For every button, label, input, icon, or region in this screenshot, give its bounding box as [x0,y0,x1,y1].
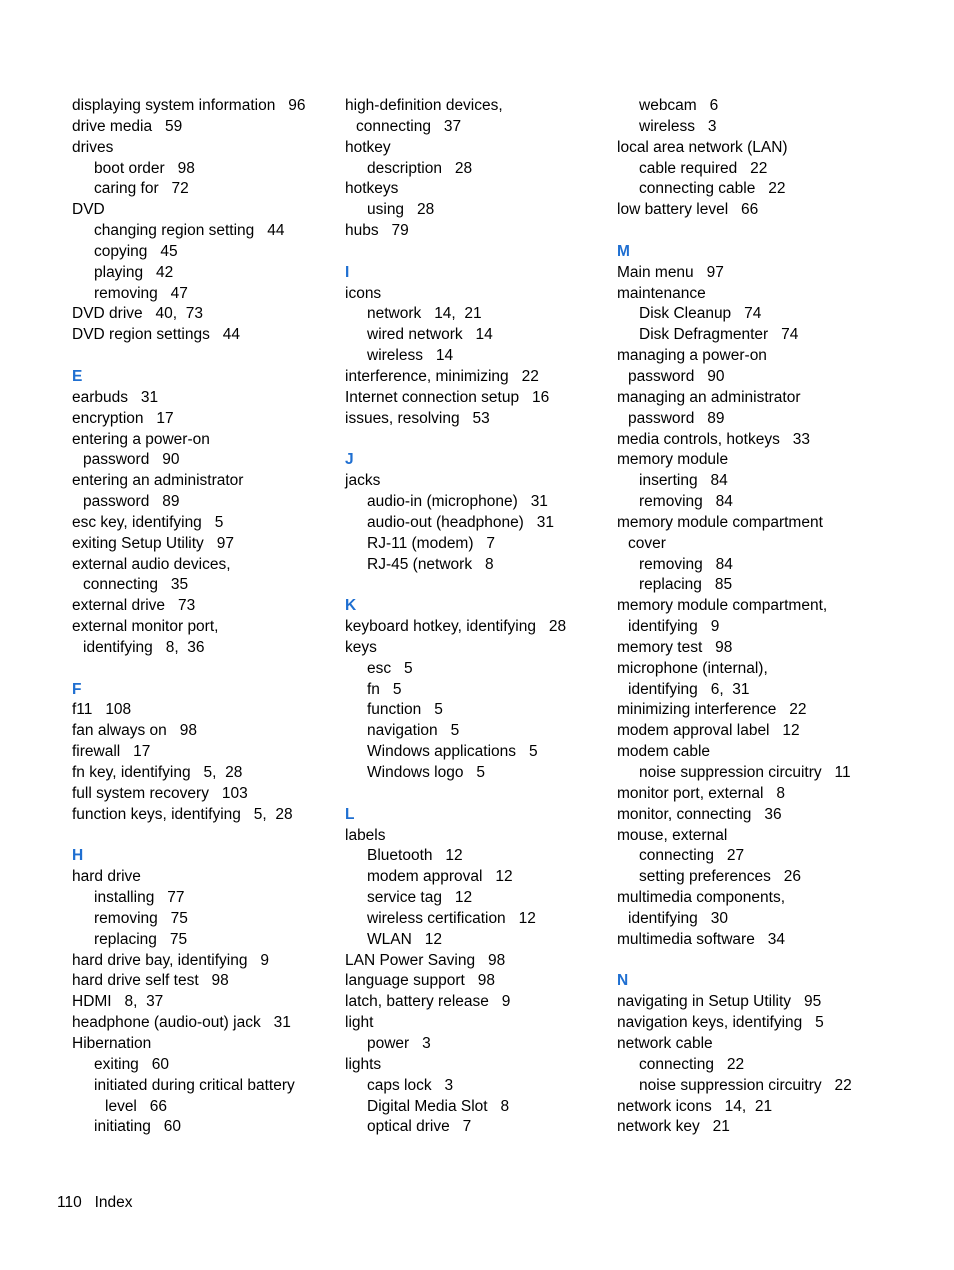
index-entry: encryption 17 [72,409,174,427]
index-subentry: wireless 3 [639,117,717,135]
section-letter-heading: M [617,242,630,260]
index-entry: keyboard hotkey, identifying 28 [345,618,567,636]
index-entry: network key 21 [617,1118,730,1136]
section-letter-heading: E [72,367,83,385]
index-entry: multimedia software 34 [617,930,785,948]
index-subentry: identifying 9 [628,618,720,636]
index-entry: displaying system information 96 [72,97,306,114]
index-entry: issues, resolving 53 [345,409,490,427]
index-entry: DVD region settings 44 [72,326,241,344]
index-entry: maintenance [617,284,706,302]
index-column-1 [72,96,332,1138]
index-entry: memory module [617,451,729,469]
index-entry: external drive 73 [72,597,196,615]
index-subentry: Disk Cleanup 74 [639,305,762,323]
index-entry: entering an administrator [72,472,244,490]
index-entry: memory module compartment, [617,597,828,615]
index-subentry: initiated during critical battery [94,1076,295,1094]
index-subentry: cover [628,534,666,552]
index-entry: HDMI 8, 37 [72,993,164,1011]
index-subentry: level 66 [105,1097,168,1115]
section-gap [617,221,947,242]
index-subentry: changing region setting 44 [94,222,285,240]
section-letter-heading: L [345,805,355,823]
index-subentry: password 89 [83,493,180,511]
index-subentry: modem approval 12 [367,868,513,886]
index-entry: high-definition devices, [345,97,503,114]
index-entry: keys [345,638,377,656]
index-subentry: audio-out (headphone) 31 [367,513,555,531]
index-subentry: using 28 [367,201,435,219]
index-subentry: removing 47 [94,284,188,302]
index-entry: hubs 79 [345,222,409,240]
section-gap [345,430,605,451]
index-entry: monitor, connecting 36 [617,805,782,823]
index-subentry: removing 75 [94,909,188,927]
section-letter-heading: F [72,680,82,698]
section-gap [72,659,332,680]
index-column-3 [617,96,947,1138]
index-subentry: WLAN 12 [367,930,442,948]
index-entry: lights [345,1055,382,1073]
index-entry: drives [72,138,114,156]
index-subentry: removing 84 [639,493,733,511]
index-entry: labels [345,826,386,844]
index-entry: multimedia components, [617,889,785,907]
index-entry: navigating in Setup Utility 95 [617,993,822,1011]
section-letter-heading: K [345,597,357,615]
index-subentry: installing 77 [94,889,185,907]
index-subentry: cable required 22 [639,159,768,177]
index-subentry: caring for 72 [94,180,189,198]
index-entry: headphone (audio-out) jack 31 [72,1014,291,1032]
index-subentry: initiating 60 [94,1118,182,1136]
index-entry: esc key, identifying 5 [72,513,224,531]
index-entry: hotkeys [345,180,399,198]
index-subentry: caps lock 3 [367,1076,454,1094]
index-entry: LAN Power Saving 98 [345,951,506,969]
index-subentry: RJ-45 (network 8 [367,555,494,573]
index-entry: modem cable [617,743,711,761]
index-entry: fan always on 98 [72,722,197,740]
index-subentry: RJ-11 (modem) 7 [367,534,496,552]
index-entry: light [345,1014,374,1032]
index-entry: latch, battery release 9 [345,993,511,1011]
index-entry: exiting Setup Utility 97 [72,534,234,552]
index-subentry: identifying 30 [628,909,728,927]
index-subentry: boot order 98 [94,159,195,177]
index-subentry: playing 42 [94,263,174,281]
index-subentry: optical drive 7 [367,1118,472,1136]
index-entry: language support 98 [345,972,495,990]
index-subentry: network 14, 21 [367,305,482,323]
index-entry: firewall 17 [72,743,151,761]
section-gap [345,784,605,805]
index-entry: hard drive bay, identifying 9 [72,951,270,969]
index-entry: navigation keys, identifying 5 [617,1014,824,1032]
index-subentry: audio-in (microphone) 31 [367,493,548,511]
index-subentry: fn 5 [367,680,402,698]
section-letter-heading: I [345,263,350,281]
index-subentry: replacing 85 [639,576,733,594]
index-subentry: description 28 [367,159,473,177]
index-entry: function keys, identifying 5, 28 [72,805,293,823]
index-subentry: identifying 8, 36 [83,638,205,656]
index-subentry: wireless 14 [367,347,454,365]
index-entry: DVD drive 40, 73 [72,305,203,323]
index-entry: low battery level 66 [617,201,759,219]
section-gap [72,346,332,367]
index-subentry: webcam 6 [639,97,719,114]
index-entry: monitor port, external 8 [617,784,785,802]
index-subentry: service tag 12 [367,889,473,907]
index-entry: f11 108 [72,701,132,719]
index-entry: network cable [617,1034,713,1052]
index-subentry: connecting 35 [83,576,189,594]
index-entry: full system recovery 103 [72,784,248,802]
index-entry: drive media 59 [72,117,183,135]
index-subentry: wireless certification 12 [367,909,536,927]
index-subentry: navigation 5 [367,722,460,740]
index-subentry: power 3 [367,1034,431,1052]
index-entry: Internet connection setup 16 [345,388,550,406]
section-gap [345,242,605,263]
index-entry: external audio devices, [72,555,231,573]
section-letter-heading: H [72,847,84,865]
index-entry: modem approval label 12 [617,722,800,740]
index-subentry: password 90 [83,451,180,469]
index-subentry: connecting 22 [639,1055,745,1073]
index-entry: entering a power-on [72,430,210,448]
index-entry: jacks [345,472,381,490]
index-subentry: connecting cable 22 [639,180,786,198]
index-subentry: noise suppression circuitry 22 [639,1076,852,1094]
index-entry: local area network (LAN) [617,138,788,156]
index-entry: network icons 14, 21 [617,1097,773,1115]
index-entry: minimizing interference 22 [617,701,807,719]
index-entry: Hibernation [72,1034,152,1052]
index-subentry: replacing 75 [94,930,188,948]
section-gap [345,575,605,596]
index-subentry: password 90 [628,367,725,385]
index-subentry: function 5 [367,701,443,719]
index-subentry: inserting 84 [639,472,728,490]
index-subentry: Digital Media Slot 8 [367,1097,510,1115]
index-entry: DVD [72,201,105,219]
index-subentry: Disk Defragmenter 74 [639,326,799,344]
index-entry: managing a power-on [617,347,767,365]
index-subentry: wired network 14 [367,326,493,344]
index-entry: hard drive [72,868,141,886]
index-entry: hotkey [345,138,391,156]
index-entry: hard drive self test 98 [72,972,229,990]
index-subentry: noise suppression circuitry 11 [639,764,851,781]
index-entry: icons [345,284,382,302]
index-subentry: Windows logo 5 [367,764,486,781]
index-entry: fn key, identifying 5, 28 [72,764,243,781]
section-letter-heading: N [617,972,629,990]
index-entry: external monitor port, [72,618,219,636]
section-gap [617,951,947,972]
index-entry: managing an administrator [617,388,801,406]
index-subentry: connecting 37 [356,117,462,135]
index-entry: earbuds 31 [72,388,159,406]
index-subentry: setting preferences 26 [639,868,801,886]
index-entry: Main menu 97 [617,263,724,281]
index-entry: mouse, external [617,826,728,844]
index-subentry: Bluetooth 12 [367,847,463,865]
index-entry: interference, minimizing 22 [345,367,539,385]
index-subentry: esc 5 [367,659,413,677]
page-footer: 110 Index [57,1194,133,1211]
index-subentry: removing 84 [639,555,733,573]
index-entry: media controls, hotkeys 33 [617,430,810,448]
index-subentry: connecting 27 [639,847,745,865]
section-gap [72,826,332,847]
index-subentry: password 89 [628,409,725,427]
section-letter-heading: J [345,451,354,469]
index-subentry: Windows applications 5 [367,743,538,761]
index-entry: memory module compartment [617,513,823,531]
index-column-2 [345,96,605,1138]
index-entry: microphone (internal), [617,659,768,677]
index-entry: memory test 98 [617,638,733,656]
index-subentry: copying 45 [94,242,178,260]
index-subentry: exiting 60 [94,1055,169,1073]
index-subentry: identifying 6, 31 [628,680,750,698]
